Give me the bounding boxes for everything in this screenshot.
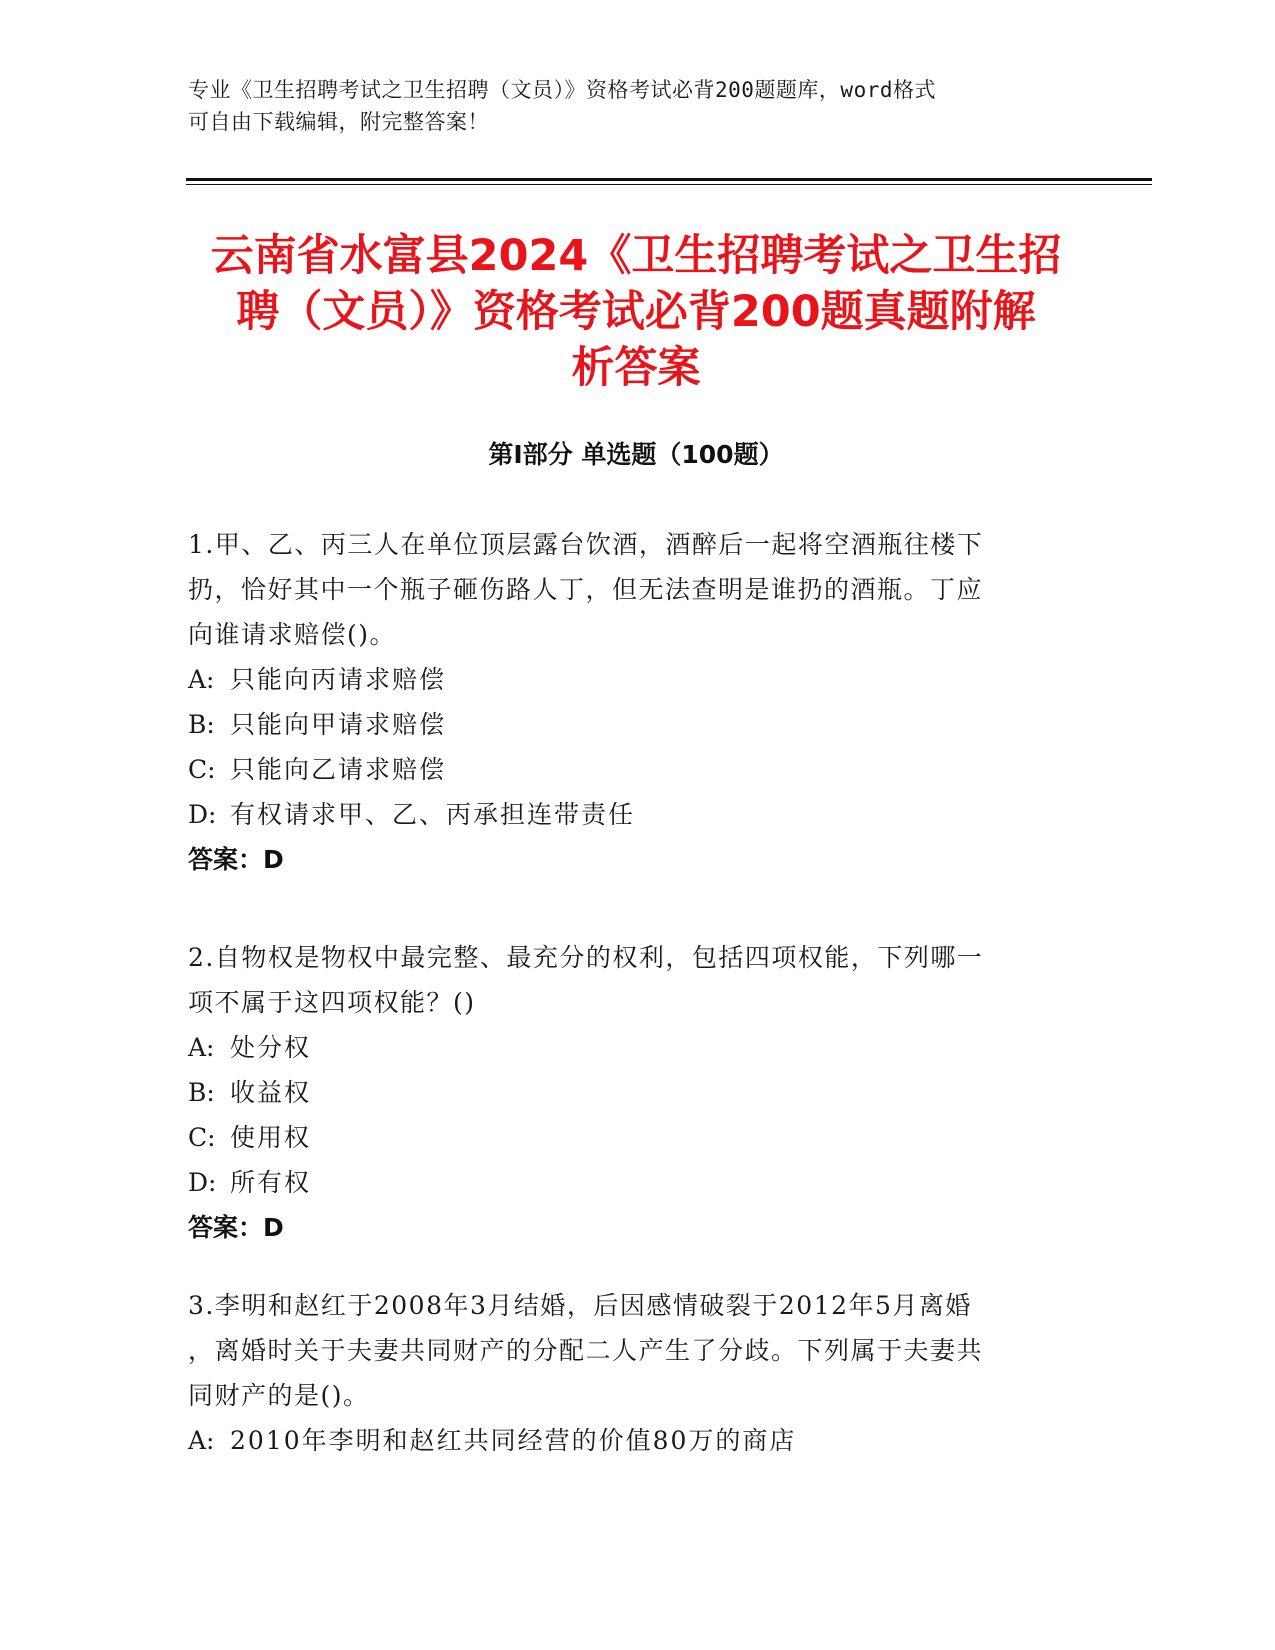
question-stem-line: ，离婚时关于夫妻共同财产的分配二人产生了分歧。下列属于夫妻共 (188, 1336, 984, 1365)
option-text: 有权请求甲、乙、丙承担连带责任 (230, 800, 636, 829)
document-title-line-3: 析答案 (571, 343, 701, 393)
header-note-line-2: 可自由下载编辑，附完整答案！ (188, 110, 489, 134)
document-title-line-2: 聘（文员）》资格考试必背200题真题附解 (236, 287, 1036, 337)
section-heading: 第Ⅰ部分 单选题（100题） (488, 440, 784, 469)
question-1 (188, 522, 1068, 882)
answer: 答案：D (188, 1213, 284, 1242)
question-stem-line: 2.自物权是物权中最完整、最充分的权利，包括四项权能，下列哪一 (188, 943, 984, 972)
question-stem-line: 项不属于这四项权能？() (188, 988, 476, 1017)
question-3 (188, 1283, 1068, 1463)
option-text: 处分权 (230, 1033, 312, 1062)
option-key: A: (188, 1033, 215, 1062)
header-note (188, 74, 1088, 138)
option-key: D: (188, 1168, 217, 1197)
option-c (188, 1115, 1068, 1160)
question-stem-line: 3.李明和赵红于2008年3月结婚，后因感情破裂于2012年5月离婚 (188, 1291, 972, 1320)
option-text: 2010年李明和赵红共同经营的价值80万的商店 (230, 1426, 797, 1455)
option-text: 只能向甲请求赔偿 (230, 710, 447, 739)
document-title-line-1: 云南省水富县2024《卫生招聘考试之卫生招 (210, 231, 1062, 281)
question-stem-line: 同财产的是()。 (188, 1381, 370, 1410)
question-stem-line: 向谁请求赔偿()。 (188, 620, 397, 649)
option-text: 使用权 (230, 1123, 312, 1152)
option-text: 只能向丙请求赔偿 (230, 665, 447, 694)
header-divider-thin (186, 184, 1152, 185)
option-key: D: (188, 800, 217, 829)
answer: 答案：D (188, 845, 284, 874)
question-stem-line: 扔，恰好其中一个瓶子砸伤路人丁，但无法查明是谁扔的酒瓶。丁应 (188, 575, 984, 604)
document-title (186, 228, 1086, 396)
option-key: A: (188, 1426, 215, 1455)
option-key: A: (188, 665, 215, 694)
question-stem-line: 1.甲、乙、丙三人在单位顶层露台饮酒，酒醉后一起将空酒瓶往楼下 (188, 530, 984, 559)
option-c (188, 747, 1068, 792)
option-a (188, 657, 1068, 702)
option-b (188, 1070, 1068, 1115)
question-2 (188, 935, 1068, 1250)
option-text: 只能向乙请求赔偿 (230, 755, 447, 784)
option-d (188, 1160, 1068, 1205)
header-divider-thick (186, 178, 1152, 181)
option-a (188, 1418, 1068, 1463)
option-key: B: (188, 710, 215, 739)
option-d (188, 792, 1068, 837)
option-key: B: (188, 1078, 215, 1107)
option-b (188, 702, 1068, 747)
option-a (188, 1025, 1068, 1070)
header-note-line-1: 专业《卫生招聘考试之卫生招聘（文员）》资格考试必背200题题库，word格式 (188, 78, 936, 102)
option-text: 所有权 (230, 1168, 312, 1197)
option-text: 收益权 (230, 1078, 312, 1107)
option-key: C: (188, 755, 216, 784)
option-key: C: (188, 1123, 216, 1152)
